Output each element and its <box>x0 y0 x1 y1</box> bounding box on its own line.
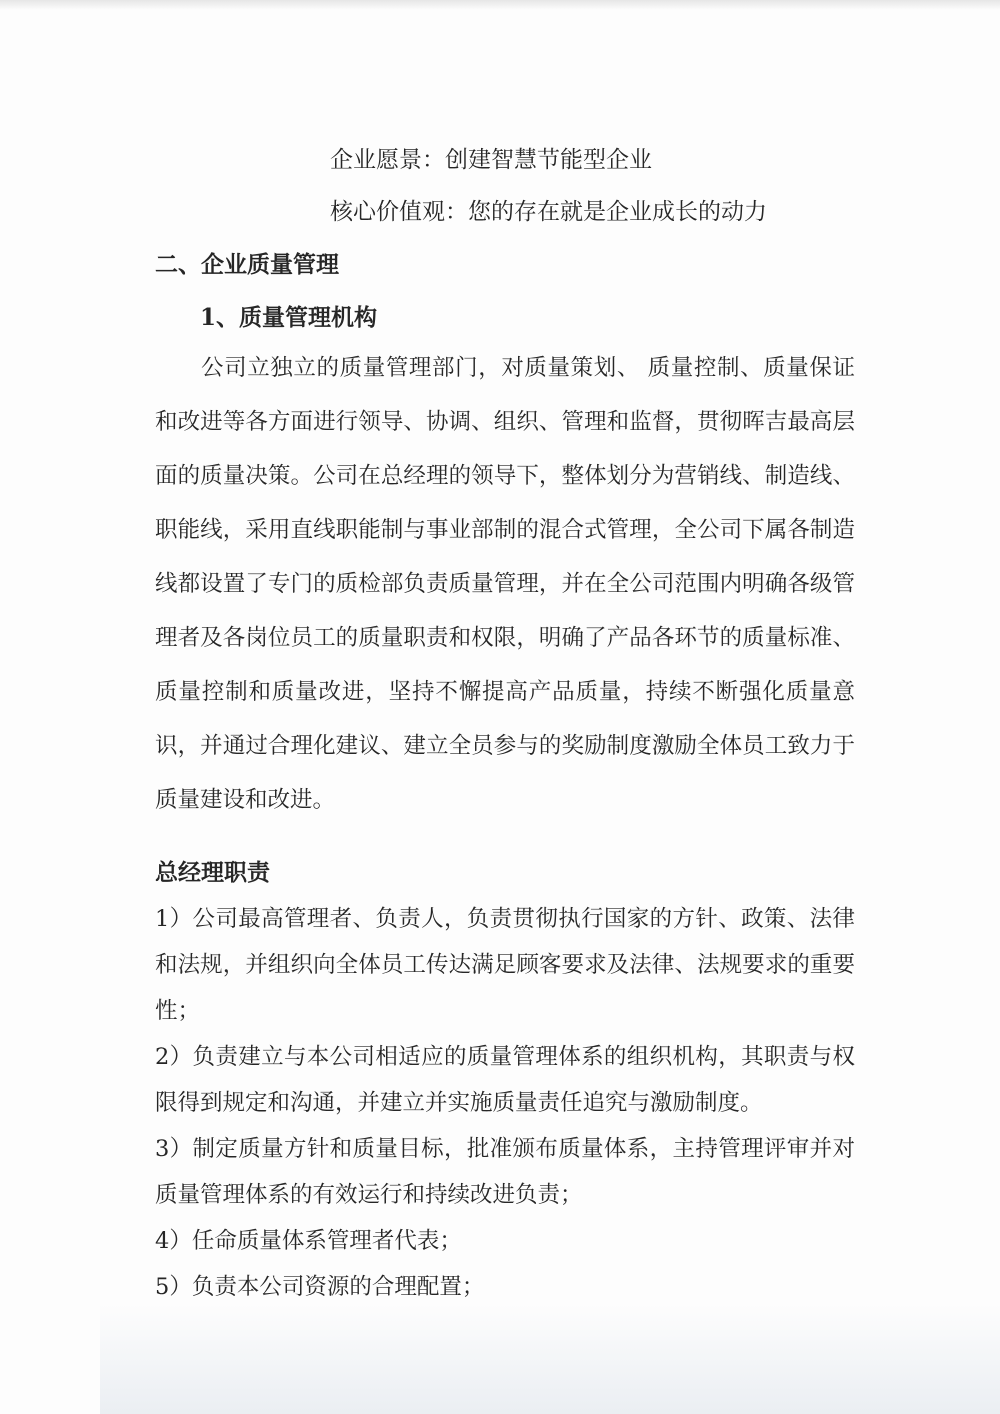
section-title: 二、企业质量管理 <box>155 251 339 278</box>
core-values-line: 核心价值观：您的存在就是企业成长的动力 <box>330 199 767 225</box>
vision-line: 企业愿景：创建智慧节能型企业 <box>330 147 652 173</box>
scan-edge-top <box>0 0 1000 10</box>
scan-shadow-bottom <box>100 1304 1000 1414</box>
duty-item-3: 3）制定质量方针和质量目标，批准颁布质量体系，主持管理评审并对质量管理体系的有效运行和持续改进负责； <box>155 1136 855 1208</box>
duty-item-2: 2）负责建立与本公司相适应的质量管理体系的组织机构，其职责与权限得到规定和沟通，并建立并实施质量责任追究与激励制度。 <box>155 1044 855 1116</box>
subsection-title: 1、质量管理机构 <box>200 304 378 331</box>
duty-item-4: 4）任命质量体系管理者代表； <box>155 1228 462 1254</box>
duty-item-5: 5）负责本公司资源的合理配置； <box>155 1274 485 1300</box>
gm-duties-heading: 总经理职责 <box>155 859 270 886</box>
duty-item-1: 1）公司最高管理者、负责人，负责贯彻执行国家的方针、政策、法律和法规，并组织向全体员工传达满足顾客要求及法律、法规要求的重要性； <box>155 906 855 1024</box>
quality-org-paragraph: 公司立独立的质量管理部门，对质量策划、 质量控制、质量保证和改进等各方面进行领导、协调、组织、管理和监督，贯彻晖吉最高层面的质量决策。公司在总经理的领导下，整体划分为营销线、制造线、职能线，采用直线职能制与事业部制的混合式管理，全公司下属各制造线都设置了专门的质检部负责质量管理，并在全公司范围内明确各级管理者及各岗位员工的质量职责和权限，明确了产品各环节的质量标准、质量控制和质量改进，坚持不懈提高产品质量，持续不断强化质量意识，并通过合理化建议、建立全员参与的奖励制度激励全体员工致力于质量建设和改进。 <box>155 355 855 813</box>
